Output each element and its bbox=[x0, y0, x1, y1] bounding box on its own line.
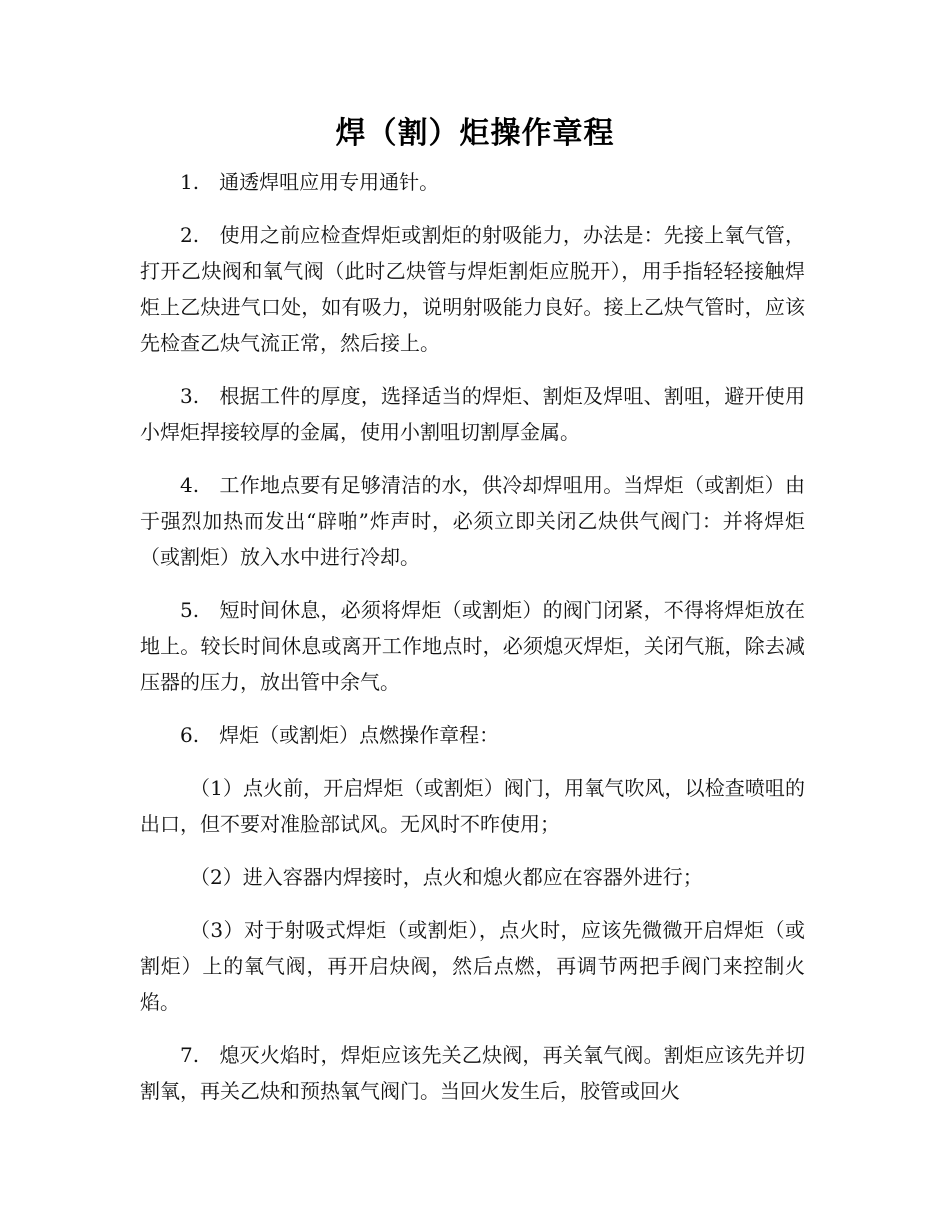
paragraph-2: 2. 使用之前应检查焊炬或割炬的射吸能力，办法是：先接上氧气管，打开乙炔阀和氧气阀（此时乙炔管与焊炬割炬应脱开），用手指轻轻接触焊炬上乙炔进气口处，如有吸力，说明射吸能力良好。接上乙炔气管时，应该先检查乙炔气流正常，然后接上。 bbox=[140, 223, 805, 355]
paragraph-6: 6. 焊炬（或割炬）点燃操作章程： bbox=[180, 723, 500, 747]
paragraph-5: 5. 短时间休息，必须将焊炬（或割炬）的阀门闭紧，不得将焊炬放在地上。较长时间休息或离开工作地点时，必须熄灭焊炬，关闭气瓶，除去减压器的压力，放出管中余气。 bbox=[140, 598, 805, 694]
paragraph-6-item-2: （2）进入容器内焊接时，点火和熄火都应在容器外进行； bbox=[190, 865, 703, 889]
paragraph-6-item-3: （3）对于射吸式焊炬（或割炬），点火时，应该先微微开启焊炬（或割炬）上的氧气阀，再开启炔阀，然后点燃，再调节两把手阀门来控制火焰。 bbox=[140, 918, 805, 1014]
paragraph-7: 7. 熄灭火焰时，焊炬应该先关乙炔阀，再关氧气阀。割炬应该先并切割氧，再关乙炔和预热氧气阀门。当回火发生后，胶管或回火 bbox=[140, 1043, 805, 1103]
paragraph-6-item-1: （1）点火前，开启焊炬（或割炬）阀门，用氧气吹风，以检查喷咀的出口，但不要对准脸部试风。无风时不昨使用； bbox=[140, 776, 805, 836]
document-title: 焊（割）炬操作章程 bbox=[335, 116, 615, 151]
paragraph-3: 3. 根据工件的厚度，选择适当的焊炬、割炬及焊咀、割咀，避开使用小焊炬捍接较厚的金属，使用小割咀切割厚金属。 bbox=[140, 384, 805, 444]
paragraph-4: 4. 工作地点要有足够清洁的水，供冷却焊咀用。当焊炬（或割炬）由于强烈加热而发出“辟啪”炸声时，必须立即关闭乙炔供气阀门：并将焊炬（或割炬）放入水中进行冷却。 bbox=[140, 473, 805, 569]
paragraph-1: 1. 通透焊咀应用专用通针。 bbox=[180, 170, 440, 194]
document-body bbox=[140, 164, 805, 1126]
